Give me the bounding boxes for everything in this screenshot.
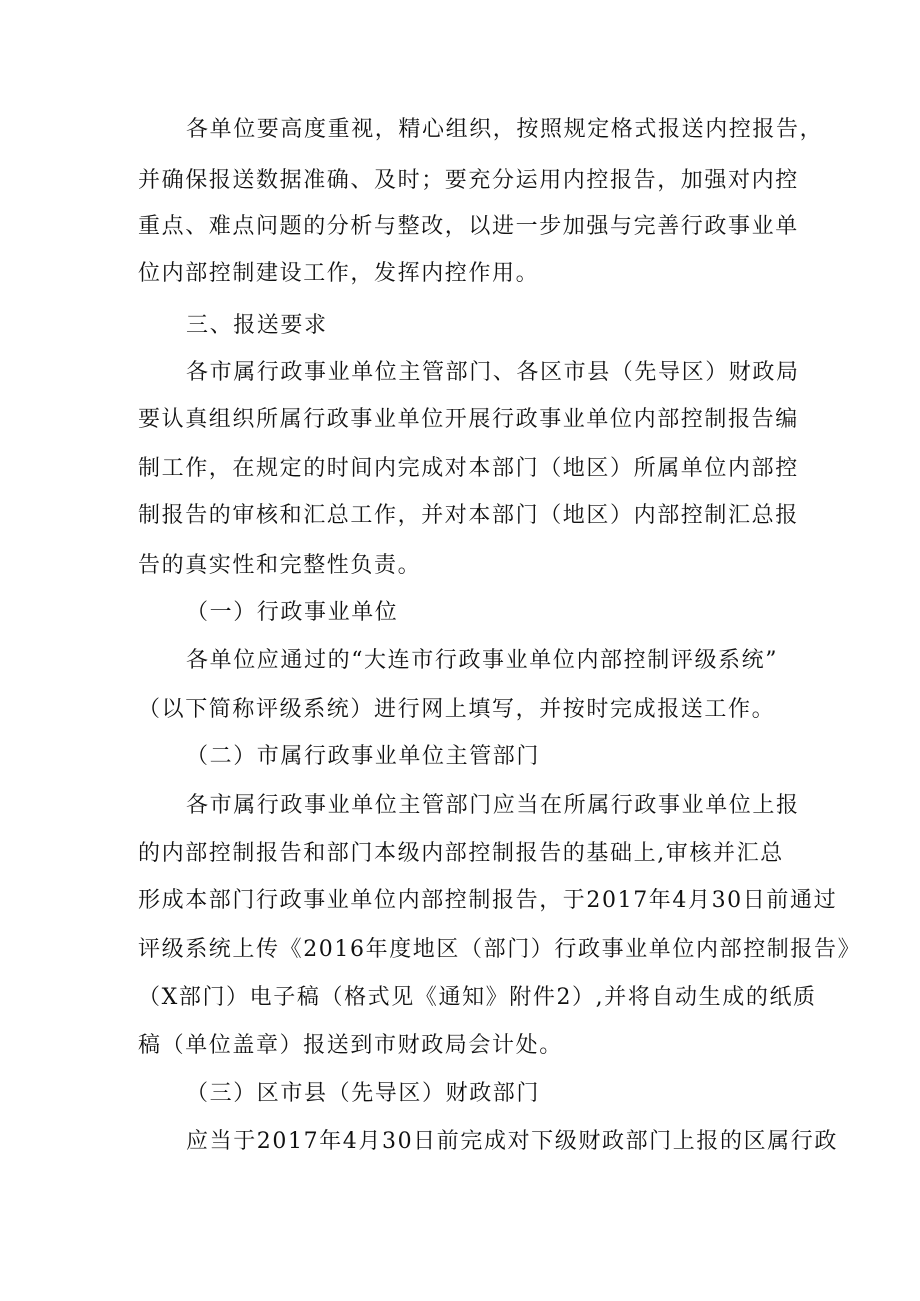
paragraph-line: 应当于2017年4月30日前完成对下级财政部门上报的区属行政	[186, 1129, 838, 1154]
paragraph-line: 形成本部门行政事业单位内部控制报告，于2017年4月30日前通过	[138, 888, 838, 913]
paragraph-line: （以下简称评级系统）进行网上填写，并按时完成报送工作。	[138, 697, 776, 722]
paragraph-line: 各单位要高度重视，精心组织，按照规定格式报送内控报告，	[186, 117, 824, 142]
paragraph-line: 的内部控制报告和部门本级内部控制报告的基础上,审核并汇总	[138, 841, 784, 866]
paragraph-line: 并确保报送数据准确、及时；要充分运用内控报告，加强对内控	[138, 168, 799, 193]
section-heading: 三、报送要求	[186, 313, 328, 338]
paragraph-line: 评级系统上传《2016年度地区（部门）行政事业单位内部控制报告》	[138, 937, 862, 962]
paragraph-line: 制工作，在规定的时间内完成对本部门（地区）所属单位内部控	[138, 456, 799, 481]
paragraph-line: 制报告的审核和汇总工作，并对本部门（地区）内部控制汇总报	[138, 503, 799, 528]
paragraph-line: 各市属行政事业单位主管部门、各区市县（先导区）财政局	[186, 360, 800, 385]
subsection-heading: （三）区市县（先导区）财政部门	[186, 1081, 541, 1106]
paragraph-line: 各市属行政事业单位主管部门应当在所属行政事业单位上报	[186, 793, 800, 818]
paragraph-line: 位内部控制建设工作，发挥内控作用。	[138, 261, 540, 286]
paragraph-line: 要认真组织所属行政事业单位开展行政事业单位内部控制报告编	[138, 407, 799, 432]
paragraph-line: 稿（单位盖章）报送到市财政局会计处。	[138, 1033, 563, 1058]
subsection-heading: （一）行政事业单位	[186, 600, 399, 625]
paragraph-line: （X部门）电子稿（格式见《通知》附件2）,并将自动生成的纸质	[138, 985, 817, 1010]
subsection-heading: （二）市属行政事业单位主管部门	[186, 744, 541, 769]
paragraph-line: 重点、难点问题的分析与整改，以进一步加强与完善行政事业单	[138, 214, 799, 239]
paragraph-line: 各单位应通过的“大连市行政事业单位内部控制评级系统”	[186, 648, 779, 673]
paragraph-line: 告的真实性和完整性负责。	[138, 553, 422, 578]
